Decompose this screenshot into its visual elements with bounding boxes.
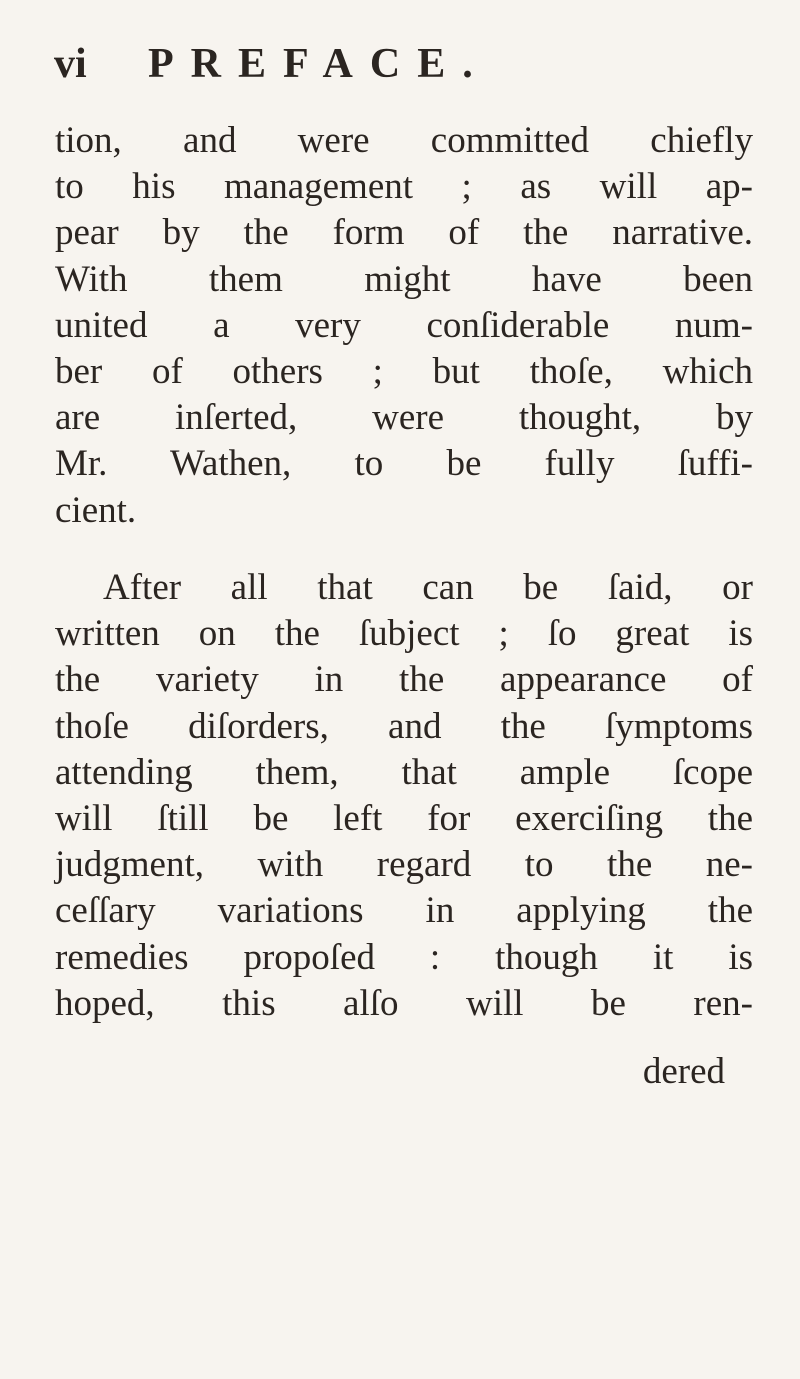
catchword: dered (642, 1051, 725, 1092)
text-line: pear by the form of the narrative. (55, 212, 753, 254)
text-line: are inſerted, were thought, by (55, 397, 753, 439)
text-line: After all that can be ſaid, or (103, 567, 753, 608)
text-line: With them might have been (55, 258, 753, 300)
text-line: to his management ; as will ap- (55, 166, 753, 208)
text-line: ceſſary variations in applying the (55, 890, 753, 932)
text-line: remedies propoſed : though it is (55, 936, 753, 978)
text-line: written on the ſubject ; ſo great is (55, 613, 753, 655)
text-line: hoped, this alſo will be ren- (55, 982, 753, 1024)
text-line: attending them, that ample ſcope (55, 751, 753, 793)
page-number: vi (54, 41, 87, 87)
text-line: cient. (55, 489, 137, 531)
text-line: Mr. Wathen, to be fully ſuffi- (55, 443, 753, 485)
running-title: PREFACE. (148, 41, 490, 87)
text-line: thoſe diſorders, and the ſymptoms (55, 705, 753, 747)
text-line: the variety in the appearance of (55, 659, 753, 701)
text-line: tion, and were committed chiefly (55, 120, 753, 161)
text-line: judgment, with regard to the ne- (55, 844, 753, 886)
text-line: will ſtill be left for exerciſing the (55, 798, 753, 839)
text-line: ber of others ; but thoſe, which (55, 351, 753, 392)
text-line: united a very conſiderable num- (55, 304, 753, 346)
